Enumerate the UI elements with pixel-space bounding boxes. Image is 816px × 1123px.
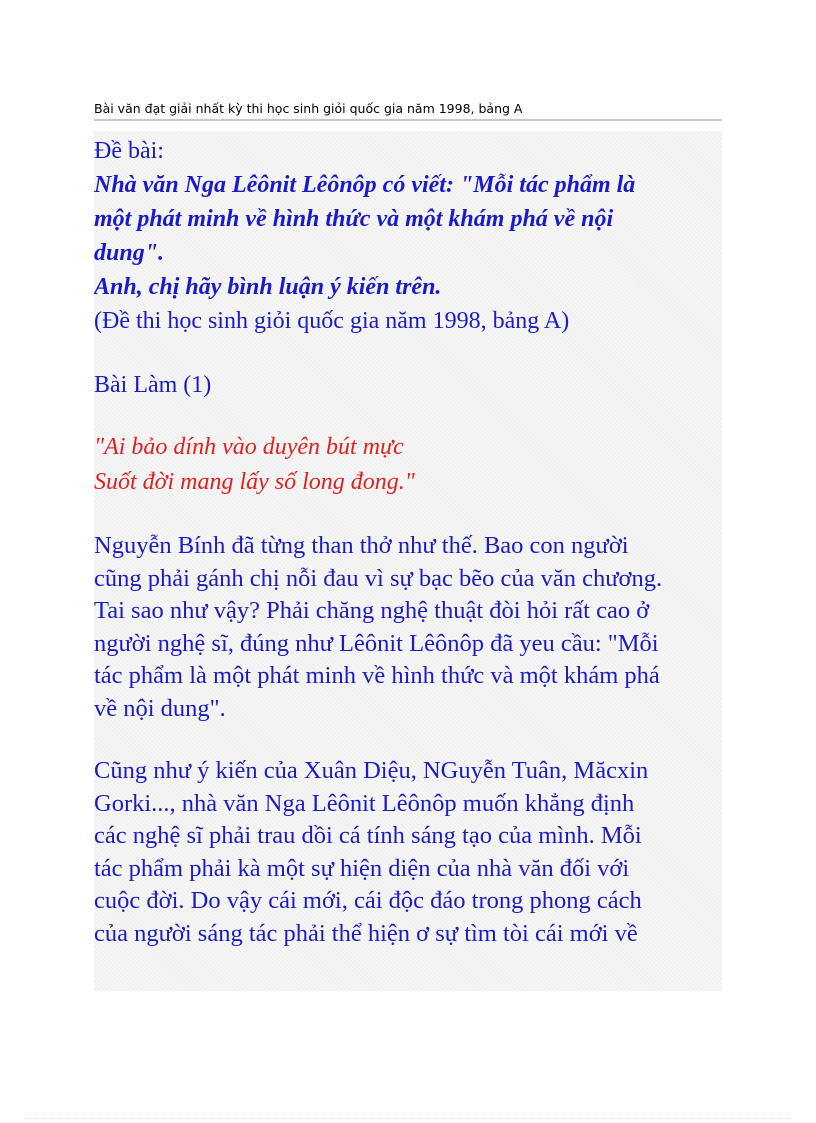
header-title: Bài văn đạt giải nhất kỳ thi học sinh giỏi quốc gia năm 1998, bảng A <box>94 101 523 116</box>
prompt-line: Nhà văn Nga Lêônit Lêônôp có viết: "Mỗi tác phẩm là <box>94 172 636 198</box>
content-panel <box>94 131 722 991</box>
poem-line: "Ai bảo dính vào duyên bút mực <box>94 434 404 460</box>
paragraph-line: Cũng như ý kiến của Xuân Diệu, NGuyễn Tuân, Măcxin <box>94 757 649 784</box>
paragraph-line: Tai sao như vậy? Phải chăng nghệ thuật đòi hỏi rất cao ở <box>94 597 650 624</box>
prompt-line: Anh, chị hãy bình luận ý kiến trên. <box>94 274 442 300</box>
paragraph-line: về nội dung". <box>94 694 226 722</box>
paragraph-line: tác phẩm là một phát minh về hình thức và một khám phá <box>94 662 660 689</box>
page-header <box>94 101 722 121</box>
paragraph-line: cuộc đời. Do vậy cái mới, cái độc đáo trong phong cách <box>94 887 642 914</box>
page-bottom-divider <box>24 1118 792 1119</box>
paragraph-line: người nghệ sĩ, đúng như Lêônit Lêônôp đã yeu cầu: "Mỗi <box>94 629 659 657</box>
essay-heading: Bài Làm (1) <box>94 372 212 398</box>
prompt-label: Đề bài: <box>94 138 164 164</box>
poem-line: Suốt đời mang lấy số long đong." <box>94 469 415 495</box>
paragraph-line: tác phẩm phải kà một sự hiện diện của nhà văn đối với <box>94 854 630 882</box>
paragraph-line: các nghệ sĩ phải trau dồi cá tính sáng tạo của mình. Mỗi <box>94 822 642 849</box>
essay-paragraph-1 <box>94 530 722 725</box>
paragraph-line: của người sáng tác phải thể hiện ơ sự tìm tòi cái mới về <box>94 919 638 947</box>
paragraph-line: Gorki..., nhà văn Nga Lêônit Lêônôp muốn khẳng định <box>94 789 635 817</box>
poem-quote <box>94 430 722 500</box>
prompt-text <box>94 168 722 304</box>
prompt-line: một phát minh về hình thức và một khám phá về nội <box>94 206 614 232</box>
paragraph-line: Nguyễn Bính đã từng than thở như thế. Bao con người <box>94 532 629 559</box>
prompt-line: dung". <box>94 240 165 266</box>
essay-paragraph-2 <box>94 755 722 950</box>
paragraph-line: cũng phải gánh chị nỗi đau vì sự bạc bẽo của văn chương. <box>94 564 663 592</box>
prompt-source: (Đề thi học sinh giỏi quốc gia năm 1998, bảng A) <box>94 308 570 334</box>
